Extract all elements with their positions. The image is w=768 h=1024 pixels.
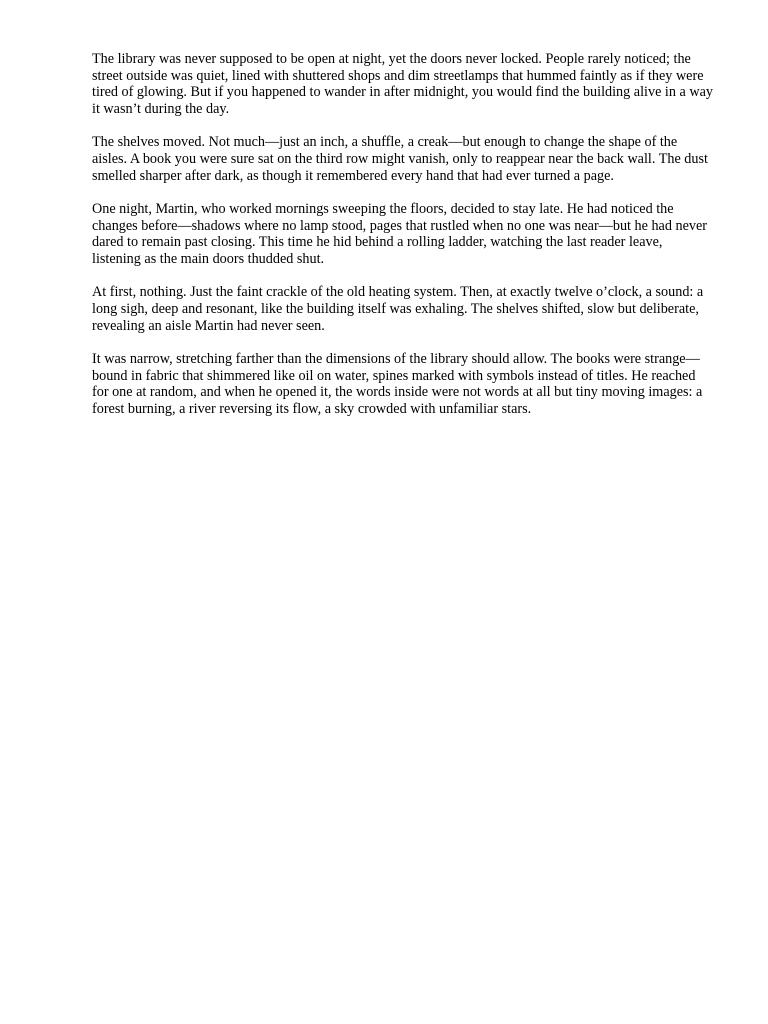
paragraph-2: The shelves moved. Not much—just an inch, a shuffle, a creak—but enough to change the shape of the aisles. A book you were sure sat on the third row might vanish, only to reappear near the back wall. The dust smelled sharper after dark, as though it remembered every hand that had ever turned a page.	[92, 134, 708, 184]
paragraph-1: The library was never supposed to be open at night, yet the doors never locked. People rarely noticed; the street outside was quiet, lined with shuttered shops and dim streetlamps that hummed faintly as if they were tired of glowing. But if you happened to wander in after midnight, you would find the building alive in a way it wasn’t during the day.	[92, 51, 713, 118]
document-body	[92, 51, 714, 434]
paragraph-5: It was narrow, stretching farther than the dimensions of the library should allow. The books were strange—bound in fabric that shimmered like oil on water, spines marked with symbols instead of titles. He reached for one at random, and when he opened it, the words inside were not words at all but tiny moving images: a forest burning, a river reversing its flow, a sky crowded with unfamiliar stars.	[92, 350, 703, 417]
paragraph-4: At first, nothing. Just the faint crackle of the old heating system. Then, at exactly twelve o’clock, a sound: a long sigh, deep and resonant, like the building itself was exhaling. The shelves shifted, slow but deliberate, revealing an aisle Martin had never seen.	[92, 284, 704, 334]
paragraph-3: One night, Martin, who worked mornings sweeping the floors, decided to stay late. He had noticed the changes before—shadows where no lamp stood, pages that rustled when no one was near—but he had never dared to remain past closing. This time he hid behind a rolling ladder, watching the last reader leave, listening as the main doors thudded shut.	[92, 200, 708, 268]
